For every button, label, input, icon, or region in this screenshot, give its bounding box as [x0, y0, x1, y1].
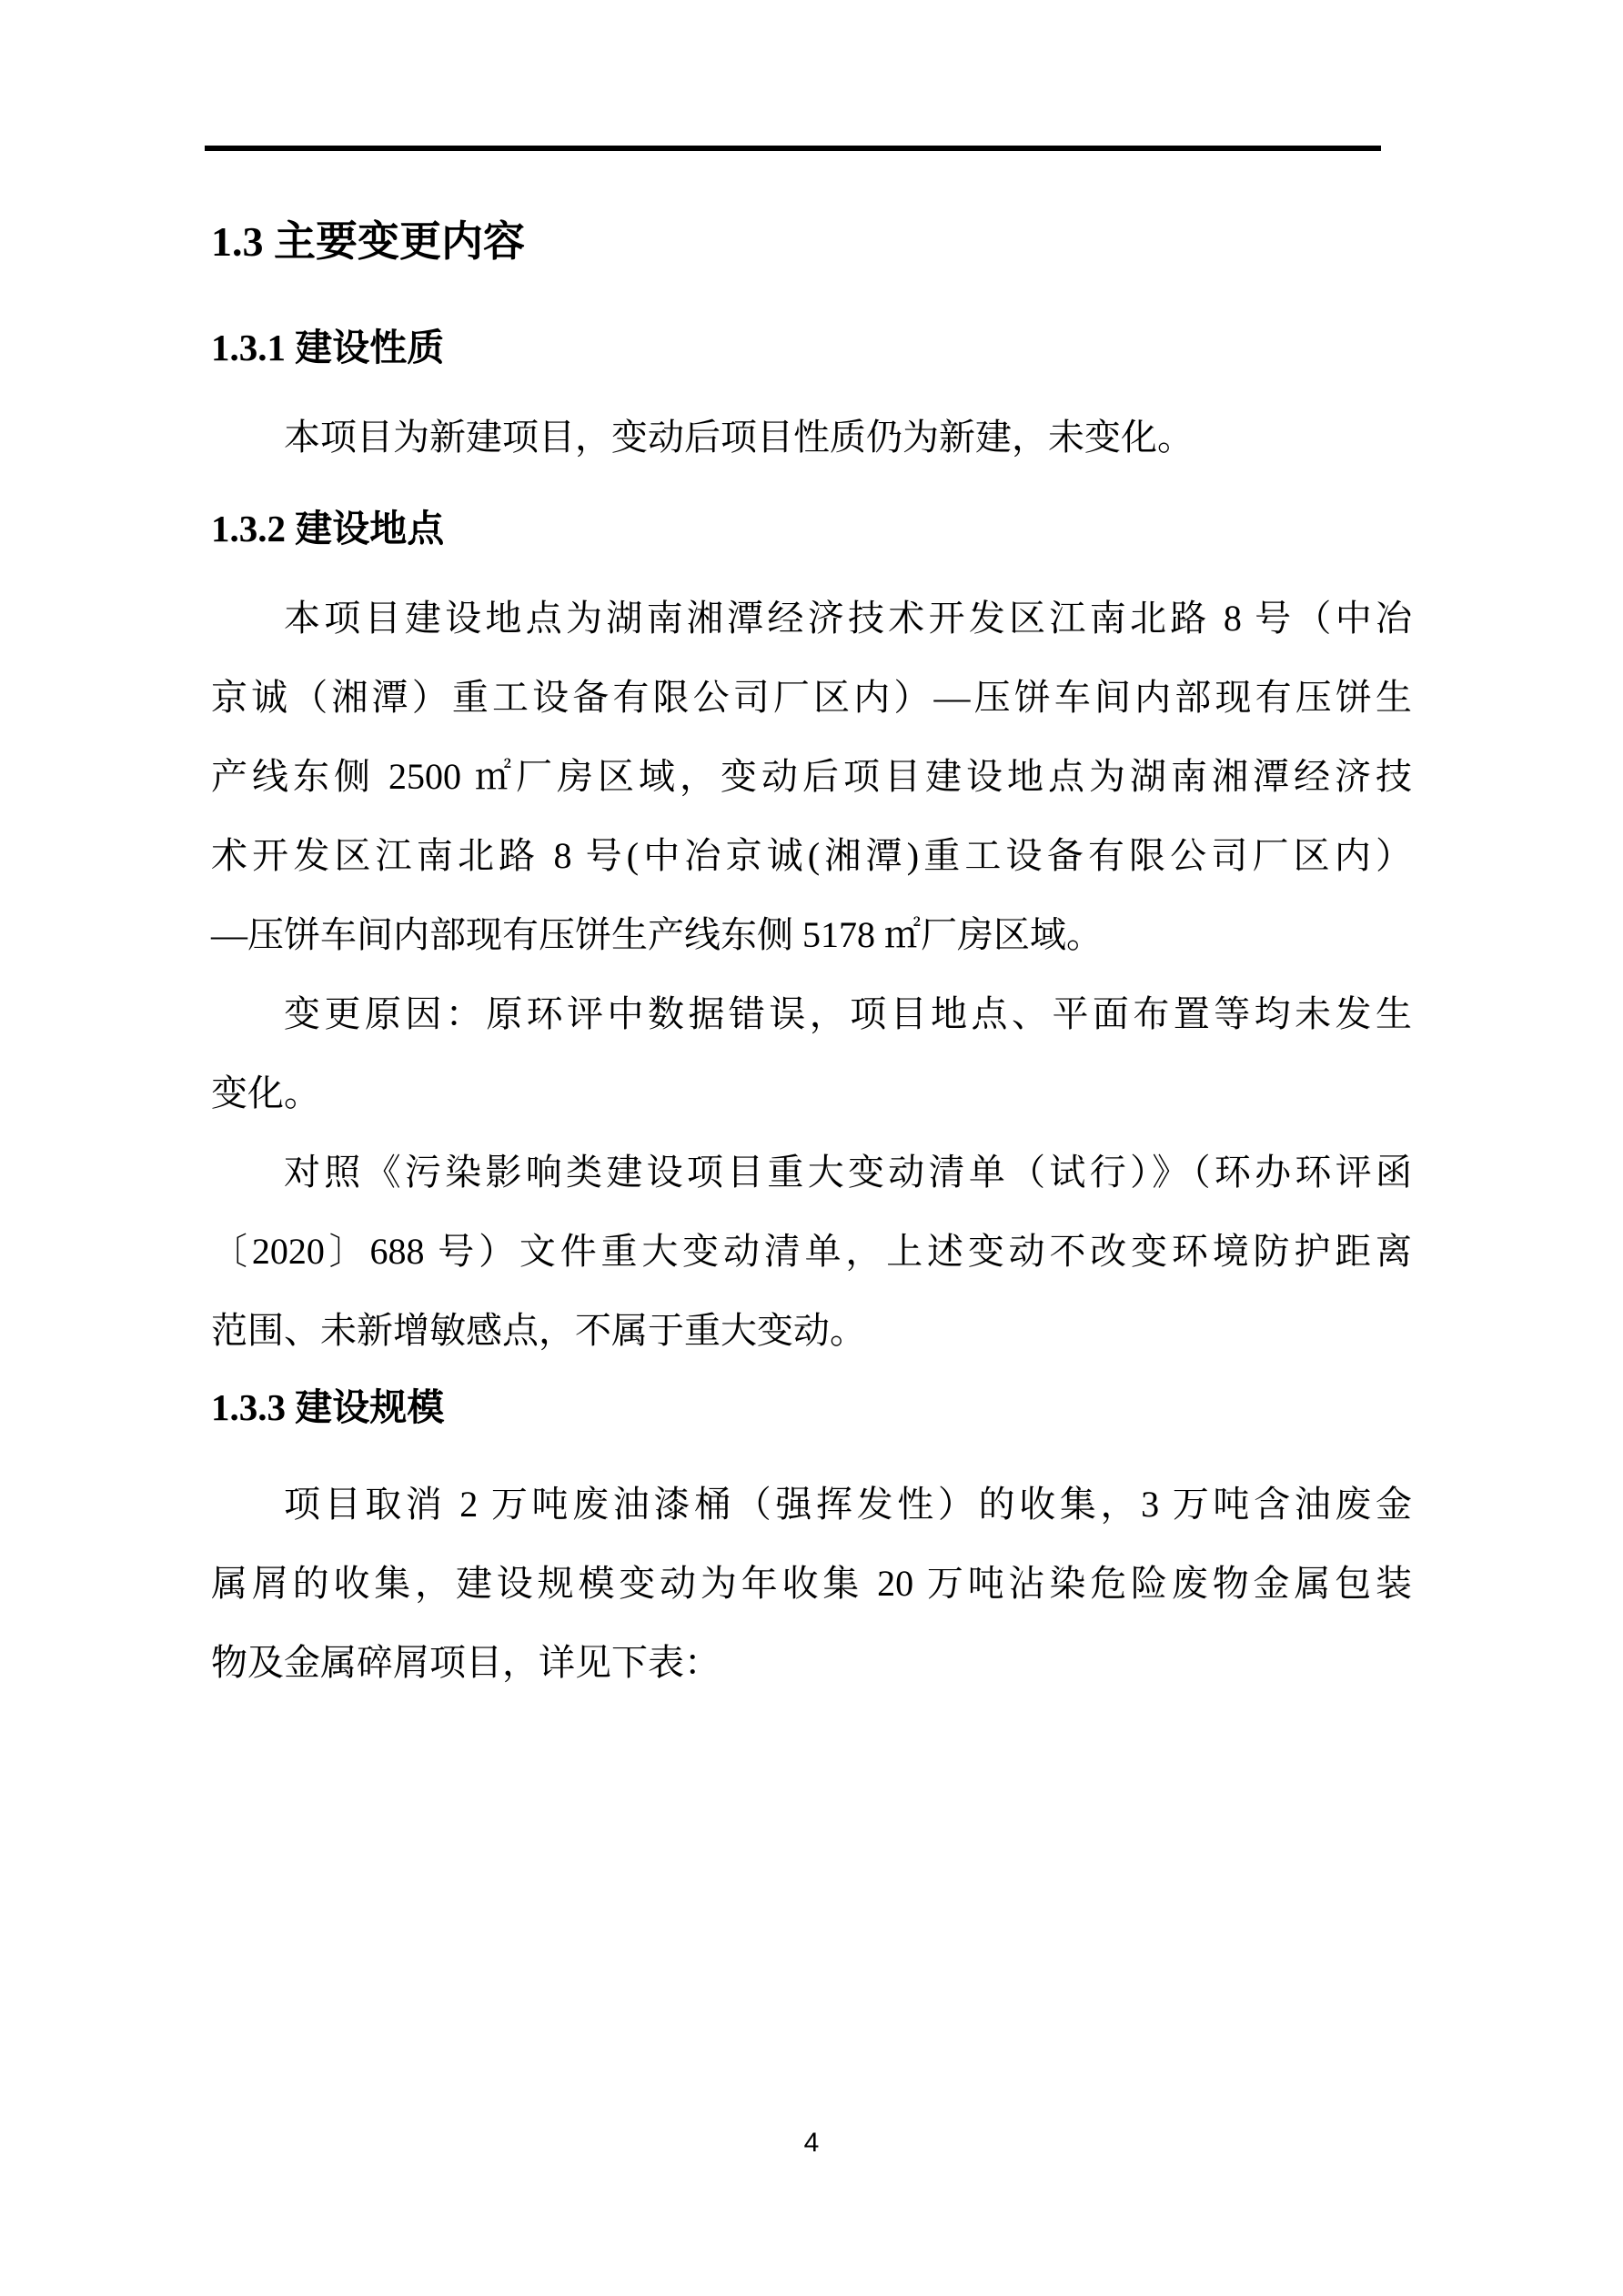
paragraph-line: 项目取消 2 万吨废油漆桶（强挥发性）的收集，3 万吨含油废金: [284, 1484, 1412, 1525]
section-1-3-1-heading: 1.3.1 建设性质: [211, 327, 445, 368]
document-content: [211, 0, 1412, 1702]
section-1-3-3-paragraph: [211, 1465, 1412, 1702]
section-1-3-2-paragraph-2: [211, 974, 1412, 1133]
paragraph-line: 术开发区江南北路 8 号(中冶京诚(湘潭)重工设备有限公司厂区内）: [211, 835, 1412, 876]
paragraph-line: 对照《污染影响类建设项目重大变动清单（试行）》（环办环评函: [284, 1152, 1412, 1193]
paragraph-line: 属屑的收集，建设规模变动为年收集 20 万吨沾染危险废物金属包装: [211, 1563, 1412, 1604]
paragraph-line: 范围、未新增敏感点，不属于重大变动。: [211, 1310, 866, 1351]
section-1-3-2-heading: 1.3.2 建设地点: [211, 508, 445, 549]
paragraph-line: 物及金属碎屑项目，详见下表：: [211, 1642, 721, 1683]
main-heading: 1.3 主要变更内容: [211, 218, 525, 265]
paragraph-line: —压饼车间内部现有压饼生产线东侧 5178 ㎡厂房区域。: [211, 914, 1103, 955]
section-1-3-1-paragraph: [211, 398, 1412, 477]
page-number: 4: [803, 2128, 820, 2158]
section-1-3-2-paragraph-3: [211, 1133, 1412, 1370]
paragraph-line: 产线东侧 2500 ㎡厂房区域，变动后项目建设地点为湖南湘潭经济技: [211, 756, 1412, 797]
paragraph-line: 〔2020〕688 号）文件重大变动清单，上述变动不改变环境防护距离: [211, 1231, 1412, 1272]
section-1-3-2-paragraph-1: [211, 579, 1412, 974]
section-1-3-3-heading: 1.3.3 建设规模: [211, 1386, 445, 1428]
paragraph-line: 变更原因：原环评中数据错误，项目地点、平面布置等均未发生: [284, 993, 1412, 1034]
paragraph-line: 本项目建设地点为湖南湘潭经济技术开发区江南北路 8 号（中冶: [284, 598, 1412, 639]
paragraph-line: 京诚（湘潭）重工设备有限公司厂区内）—压饼车间内部现有压饼生: [211, 677, 1412, 718]
paragraph-line: 变化。: [211, 1072, 320, 1113]
paragraph-line: 本项目为新建项目，变动后项目性质仍为新建，未变化。: [284, 417, 1194, 458]
